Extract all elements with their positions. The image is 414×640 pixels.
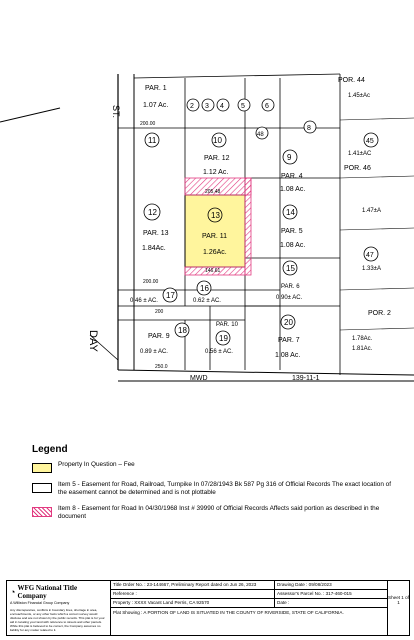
svg-text:1.81Ac.: 1.81Ac. <box>352 346 373 352</box>
title-block <box>6 580 410 636</box>
dim-label: 200.00 <box>140 121 156 127</box>
boundary-line <box>0 108 60 122</box>
svg-text:0.46 ± AC.: 0.46 ± AC. <box>130 298 158 304</box>
parcel-1 <box>143 85 168 109</box>
svg-text:6: 6 <box>265 103 269 110</box>
svg-text:16: 16 <box>200 284 209 293</box>
legend-item-easement-8 <box>32 505 392 521</box>
right-parcels <box>338 77 391 352</box>
svg-text:4: 4 <box>220 103 224 110</box>
dim-label: 200 <box>155 309 164 315</box>
svg-text:PAR. 13: PAR. 13 <box>143 230 169 237</box>
svg-text:PAR. 6: PAR. 6 <box>281 284 300 290</box>
road-line <box>118 370 414 375</box>
legend-item-property <box>32 461 392 473</box>
svg-text:1.78Ac.: 1.78Ac. <box>352 336 373 342</box>
svg-text:PAR. 5: PAR. 5 <box>281 228 303 235</box>
svg-text:1.33±A: 1.33±A <box>362 266 381 272</box>
svg-text:47: 47 <box>366 252 374 259</box>
parcel-12 <box>142 204 169 252</box>
apn-field: Assessor's Parcel No. : 317-460-015 <box>277 591 352 596</box>
svg-text:1.84Ac.: 1.84Ac. <box>142 245 166 252</box>
svg-text:48: 48 <box>257 132 264 138</box>
svg-text:5: 5 <box>241 103 245 110</box>
parcel-10 <box>203 133 230 176</box>
road-label-mwd: MWD <box>190 375 208 382</box>
svg-text:20: 20 <box>284 318 293 327</box>
legend-item-text: Item 8 - Easement for Road In 04/30/1968 Inst # 39990 of Official Records Affects said portion as described in the document <box>58 505 380 520</box>
svg-text:PAR. 4: PAR. 4 <box>281 173 303 180</box>
svg-text:11: 11 <box>148 136 157 145</box>
svg-text:18: 18 <box>178 326 187 335</box>
legend-title: Legend <box>32 444 68 455</box>
yellow-swatch-icon <box>32 463 52 473</box>
svg-text:0.90± AC.: 0.90± AC. <box>276 295 303 301</box>
svg-text:9: 9 <box>287 153 292 162</box>
dim-label: 205.48 <box>205 189 221 195</box>
svg-text:PAR. 11: PAR. 11 <box>202 233 228 240</box>
svg-text:POR. 2: POR. 2 <box>368 310 391 317</box>
company-subtitle: A Williston Financial Group Company <box>10 601 70 605</box>
svg-text:1.08 Ac.: 1.08 Ac. <box>275 352 301 359</box>
svg-text:1.08 Ac.: 1.08 Ac. <box>280 242 306 249</box>
parcel-14 <box>280 205 305 249</box>
svg-text:14: 14 <box>286 208 295 217</box>
street-label-st: ST. <box>111 105 121 119</box>
svg-text:PAR. 10: PAR. 10 <box>216 322 238 328</box>
parcel-9 <box>280 150 305 193</box>
parcel-18 <box>140 323 189 355</box>
svg-text:PAR. 7: PAR. 7 <box>278 337 300 344</box>
property-field: Property : XXXX Vacant Land Perris, CA 92570 <box>111 599 275 607</box>
svg-text:1.26Ac.: 1.26Ac. <box>203 249 227 256</box>
drawing-date-field: Drawing Date : 09/08/2023 <box>277 582 332 587</box>
date-field: Date : <box>277 600 290 605</box>
svg-text:POR. 44: POR. 44 <box>338 77 365 84</box>
road-number: 139-11-1 <box>292 375 320 382</box>
svg-text:3: 3 <box>205 103 209 110</box>
wfg-logo-icon: ◔ <box>10 587 16 597</box>
svg-text:1.45±Ac: 1.45±Ac <box>348 93 370 99</box>
company-logo: ◔ WFG National Title Company <box>10 584 78 600</box>
title-block-fields <box>111 581 387 635</box>
svg-text:1.41±AC: 1.41±AC <box>348 151 372 157</box>
svg-text:PAR. 9: PAR. 9 <box>148 333 170 340</box>
svg-text:0.62 ± AC.: 0.62 ± AC. <box>193 298 221 304</box>
svg-text:0.56 ± AC.: 0.56 ± AC. <box>205 349 233 355</box>
sheet-number: Sheet 1 of 1 <box>387 581 409 635</box>
subject-parcel <box>185 195 245 267</box>
svg-text:15: 15 <box>286 264 295 273</box>
parcel-20 <box>275 315 300 359</box>
title-order-field: Title Order No. : 23-144667, Preliminary Report dated on Jun 26, 2023 <box>111 581 275 589</box>
svg-text:12: 12 <box>148 208 157 217</box>
svg-text:PAR. 12: PAR. 12 <box>204 155 230 162</box>
hatch-swatch-icon <box>32 507 52 517</box>
legend-item-text: Property In Question – Fee <box>58 461 135 468</box>
svg-text:10: 10 <box>213 136 222 145</box>
parcel-16 <box>193 281 221 304</box>
plat-showing-field: Plat Showing : A PORTION OF LAND IS SITUATED IN THE COUNTY OF RIVERSIDE, STATE OF CALIFORNIA. <box>113 610 344 615</box>
legend-item-easement-5 <box>32 481 392 497</box>
street-label-day: DAY <box>87 330 99 352</box>
svg-text:45: 45 <box>366 138 374 145</box>
svg-text:13: 13 <box>211 211 220 220</box>
svg-text:1.08 Ac.: 1.08 Ac. <box>280 186 306 193</box>
parcel-11 <box>145 133 159 147</box>
dim-label: 146.61 <box>205 268 221 274</box>
svg-text:2: 2 <box>190 103 194 110</box>
dim-label: 250.0 <box>155 364 168 370</box>
svg-text:PAR. 1: PAR. 1 <box>145 85 167 92</box>
legend-item-text: Item 5 - Easement for Road, Railroad, Turnpike In 07/28/1943 Bk 587 Pg 316 of Official Records The exact location of the easement cannot be determined and is not plottable <box>58 481 391 496</box>
svg-text:8: 8 <box>307 125 311 132</box>
svg-text:1.07 Ac.: 1.07 Ac. <box>143 102 169 109</box>
svg-text:1.12 Ac.: 1.12 Ac. <box>203 169 229 176</box>
svg-text:19: 19 <box>219 334 228 343</box>
legend <box>32 444 392 529</box>
white-swatch-icon <box>32 483 52 493</box>
svg-text:17: 17 <box>166 291 175 300</box>
svg-text:1.47±A: 1.47±A <box>362 208 381 214</box>
dim-label: 200.00 <box>143 279 159 285</box>
svg-text:POR. 46: POR. 46 <box>344 165 371 172</box>
small-parcel-circles <box>187 99 316 139</box>
disclaimer-text: Any discrepancies, conflicts in boundary lines, shortage in area, encroachments, or any other facts which a correct survey would disclose and are not shown by the public records. This plat is for your aid in locating your land with reference to streets and other parcels. While this plat is believed to be correct, the Company assumes no liability for any matter related to it. <box>10 608 105 632</box>
company-block <box>7 581 111 635</box>
svg-text:0.89 ± AC.: 0.89 ± AC. <box>140 349 168 355</box>
reference-field: Reference : <box>111 590 275 598</box>
